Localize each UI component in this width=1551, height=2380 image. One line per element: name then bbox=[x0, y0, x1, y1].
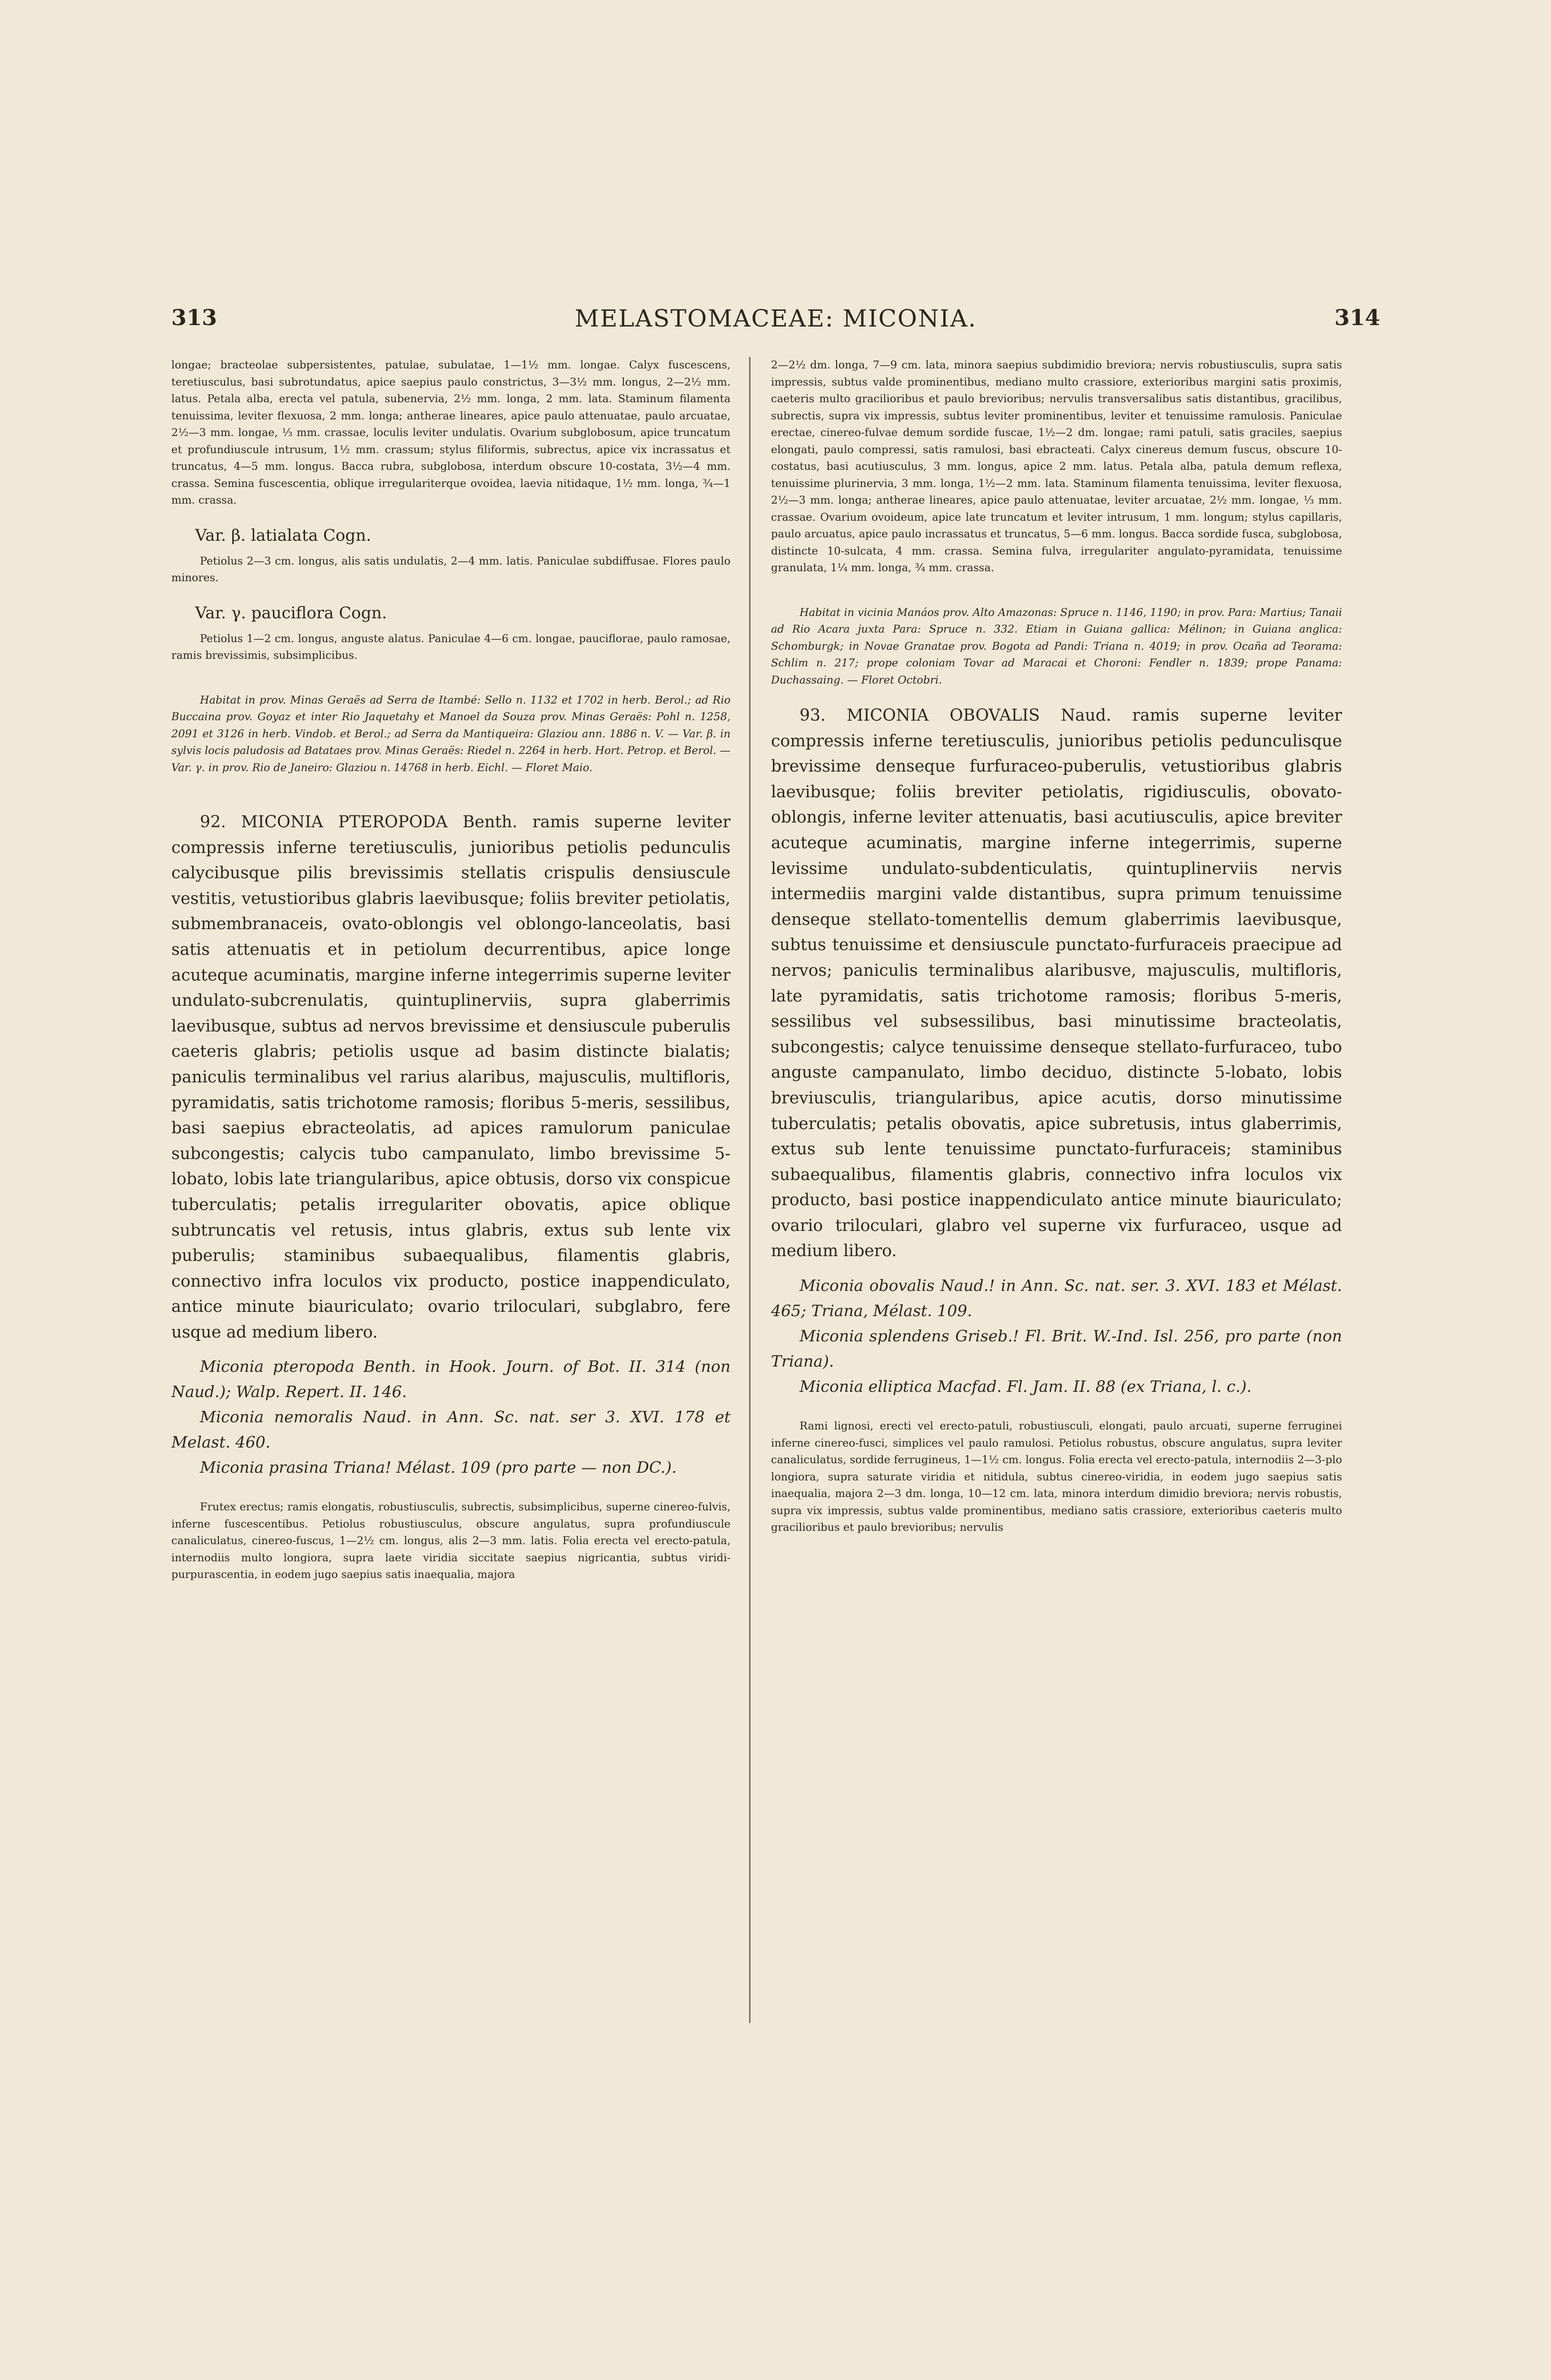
page-number-left: 313 bbox=[171, 305, 217, 330]
synonym-1: Miconia obovalis Naud.! in Ann. Sc. nat. ser. 3. XVI. 183 et Mélast. 465; Triana, Mélast. 109. bbox=[771, 1276, 1342, 1320]
spacer bbox=[771, 1399, 1342, 1418]
page-number-right: 314 bbox=[1334, 305, 1380, 330]
column-divider bbox=[749, 357, 751, 2023]
habitat-text: Habitat in prov. Minas Geraës ad Serra de Itambé: Sello n. 1132 et 1702 in herb. Berol.; ad Rio Buccaina prov. Goyaz et inter Rio Jaquetahy et Manoel da Souza prov. Minas Geraës: Pohl n. 1258, 2091 et 3126 in herb. Vindob. et Berol.; ad Serra da Mantiqueira: Glaziou ann. 1886 n. V. — Var. β. in sylvis locis paludosis ad Batataes prov. Minas Geraës: Riedel n. 2264 in herb. Hort. Petrop. et Berol. — Var. γ. in prov. Rio de Janeiro: Glaziou n. 14768 in herb. Eichl. — Floret Maio. bbox=[171, 694, 731, 774]
synonym-2: Miconia nemoralis Naud. in Ann. Sc. nat. ser 3. XVI. 178 et Melast. 460. bbox=[171, 1408, 731, 1452]
spacer bbox=[771, 585, 1342, 605]
species-92-diagnosis: 92. MICONIA PTEROPODA Benth. ramis superne leviter compressis inferne teretiusculis, junioribus petiolis pedunculis calycibusque pilis brevissimis stellatis crispulis densiuscule vestitis, vetustioribus glabris laevibusque; foliis breviter petiolatis, submembranaceis, ovato-oblongis vel oblongo-lanceolatis, basi satis attenuatis et in petiolum decurrentibus, apice longe acuteque acuminatis, margine inferne integerrimis superne leviter undulato-subcrenulatis, quintuplinerviis, supra glaberrimis laevibusque, subtus ad nervos brevissime et densiuscule puberulis caeteris glabris; petiolis usque ad basim distincte bialatis; paniculis terminalibus vel rarius alaribus, majusculis, multifloris, pyramidatis, satis trichotome ramosis; floribus 5-meris, sessilibus, basi saepius ebracteolatis, ad apices ramulorum paniculae subcongestis; calycis tubo campanulato, limbo brevissime 5-lobato, lobis late triangularibus, apice obtusis, dorso vix conspicue tuberculatis; petalis irregulariter obovatis, apice oblique subtruncatis vel retusis, intus glabris, extus sub lente vix puberulis; staminibus subaequalibus, filamentis glabris, connectivo infra loculos vix producto, postice inappendiculato, antice minute biauriculato; ovario triloculari, subglabro, fere usque ad medium libero. bbox=[171, 813, 731, 1342]
habitat-text: Habitat in vicinia Manáos prov. Alto Amazonas: Spruce n. 1146, 1190; in prov. Para: Martius; Tanaii ad Rio Acara juxta Para: Spruce n. 332. Etiam in Guiana gallica: Mélinon; in Guiana anglica: Schomburgk; in Novae Granatae prov. Bogota ad Pandi: Triana n. 4019; in prov. Ocaña ad Teorama: Schlim n. 217; prope coloniam Tovar ad Maracai et Choroni: Fendler n. 1839; prope Panama: Duchassaing. — Floret Octobri. bbox=[771, 606, 1342, 686]
variety-beta-text: Petiolus 2—3 cm. longus, alis satis undulatis, 2—4 mm. latis. Paniculae subdiffusae. Flores paulo minores. bbox=[171, 555, 731, 584]
continued-description: longae; bracteolae subpersistentes, patulae, subulatae, 1—1½ mm. longae. Calyx fuscescens, teretiusculus, basi subrotundatus, apice saepius paulo constrictus, 3—3½ mm. longus, 2—2½ mm. latus. Petala alba, erecta vel patula, subenervia, 2½ mm. longa, 2 mm. lata. Staminum filamenta tenuissima, leviter flexuosa, 2 mm. longa; antherae lineares, apice paulo attenuatae, paulo arcuatae, 2½—3 mm. longae, ⅓ mm. crassae, loculis leviter undulatis. Ovarium subglobosum, apice truncatum et profundiuscule intrusum, 1½ mm. crassum; stylus filiformis, subrectus, apice vix incrassatus et truncatus, 4—5 mm. longus. Bacca rubra, subglobosa, interdum obscure 10-costata, 3½—4 mm. crassa. Semina fuscescentia, oblique irregulariterque ovoidea, laevia nitidaque, 1½ mm. longa, ¾—1 mm. crassa. bbox=[171, 359, 731, 506]
synonym-2: Miconia splendens Griseb.! Fl. Brit. W.-Ind. Isl. 256, pro parte (non Triana). bbox=[771, 1327, 1342, 1371]
spacer bbox=[171, 673, 731, 692]
running-title: MELASTOMACEAE: MICONIA. bbox=[574, 305, 977, 332]
variety-gamma-title: Var. γ. pauciflora Cogn. bbox=[195, 603, 387, 623]
page-header bbox=[171, 305, 1380, 338]
species-92-description: Frutex erectus; ramis elongatis, robustiusculis, subrectis, subsimplicibus, superne cinereo-fulvis, inferne fuscescentibus. Petiolus robustiusculus, obscure angulatus, supra profundiuscule canaliculatus, cinereo-fuscus, 1—2½ cm. longus, alis 2—3 mm. latis. Folia erecta vel erecto-patula, internodiis multo longiora, supra laete viridia siccitate saepius nigricantia, subtus viridi-purpurascentia, in eodem jugo saepius satis inaequalia, majora bbox=[171, 1501, 731, 1581]
species-93-diagnosis: 93. MICONIA OBOVALIS Naud. ramis superne leviter compressis inferne teretiusculis, junioribus petiolis pedunculisque brevissime denseque furfuraceo-puberulis, vetustioribus glabris laevibusque; foliis breviter petiolatis, rigidiusculis, obovato-oblongis, inferne leviter attenuatis, basi acutiusculis, apice breviter acuteque acuminatis, margine inferne integerrimis, superne levissime undulato-subdenticulatis, quintuplinerviis nervis intermediis margini valde distantibus, supra primum tenuissime denseque stellato-tomentellis demum glaberrimis laevibusque, subtus tenuissime et densiuscule punctato-furfuraceis praecipue ad nervos; paniculis terminalibus alaribusve, majusculis, multifloris, late pyramidatis, satis trichotome ramosis; floribus 5-meris, sessilibus vel subsessilibus, basi minutissime bracteolatis, subcongestis; calyce tenuissime denseque stellato-furfuraceo, tubo anguste campanulato, limbo deciduo, distincte 5-lobato, lobis breviusculis, triangularibus, apice acutis, dorso minutissime tuberculatis; petalis obovatis, apice subretusis, intus glaberrimis, extus sub lente tenuissime punctato-furfuraceis; staminibus subaequalibus, filamentis glabris, connectivo infra loculos vix producto, basi postice inappendiculato antice minute biauriculato; ovario triloculari, glabro vel superne vix furfuraceo, usque ad medium libero. bbox=[771, 706, 1342, 1261]
left-column bbox=[171, 357, 731, 2037]
spacer bbox=[171, 1480, 731, 1499]
synonym-1: Miconia pteropoda Benth. in Hook. Journ. of Bot. II. 314 (non Naud.); Walp. Repert. II. 146. bbox=[171, 1357, 731, 1401]
right-column bbox=[771, 357, 1342, 2037]
synonym-3: Miconia elliptica Macfad. Fl. Jam. II. 88 (ex Triana, l. c.). bbox=[800, 1377, 1252, 1396]
species-93-description: Rami lignosi, erecti vel erecto-patuli, robustiusculi, elongati, paulo arcuati, superne ferruginei inferne cinereo-fusci, simplices vel paulo ramulosi. Petiolus robustus, obscure angulatus, supra leviter canaliculatus, sordide ferrugineus, 1—1½ cm. longus. Folia erecta vel erecto-patula, internodiis 2—3-plo longiora, supra saturate viridia et nitidula, subtus cinereo-viridia, in eodem jugo saepius satis inaequalia, majora 2—3 dm. longa, 10—12 cm. lata, minora interdum dimidio breviora; nervis robustis, supra vix impressis, subtus valde prominentibus, mediano satis crassiore, exterioribus caeteris multo gracilioribus et paulo brevioribus; nervulis bbox=[771, 1420, 1342, 1534]
synonym-3: Miconia prasina Triana! Mélast. 109 (pro parte — non DC.). bbox=[200, 1458, 677, 1477]
continued-description: 2—2½ dm. longa, 7—9 cm. lata, minora saepius subdimidio breviora; nervis robustiusculis, supra satis impressis, subtus valde prominentibus, mediano multo crassiore, exterioribus margini satis proximis, caeteris multo gracilioribus et paulo brevioribus; nervulis transversalibus satis distantibus, gracilibus, subrectis, supra vix impressis, subtus leviter prominentibus, leviter et tenuissime ramulosis. Paniculae erectae, cinereo-fulvae demum sordide fuscae, 1½—2 dm. longae; rami patuli, satis graciles, saepius elongati, paulo compressi, satis ramulosi, basi ebracteati. Calyx cinereus demum fuscus, obscure 10-costatus, basi acutiusculus, 3 mm. longus, apice 2 mm. latus. Petala alba, patula demum reflexa, tenuissime plurinervia, 3 mm. longa, 1½—2 mm. lata. Staminum filamenta tenuissima, leviter flexuosa, 2½—3 mm. longa; antherae lineares, apice paulo attenuatae, leviter arcuatae, 2½ mm. longae, ⅓ mm. crassae. Ovarium ovoideum, apice late truncatum et leviter intrusum, 1 mm. longum; stylus capillaris, paulo arcuatus, apice paulo incrassatus et truncatus, 5—6 mm. longus. Bacca sordide fusca, subglobosa, distincte 10-sulcata, 4 mm. crassa. Semina fulva, irregulariter angulato-pyramidata, tenuissime granulata, 1¼ mm. longa, ¾ mm. crassa. bbox=[771, 359, 1342, 574]
variety-gamma-text: Petiolus 1—2 cm. longus, anguste alatus. Paniculae 4—6 cm. longae, pauciflorae, paulo ramosae, ramis brevissimis, subsimplicibus. bbox=[171, 632, 731, 662]
variety-beta-title: Var. β. latialata Cogn. bbox=[195, 526, 371, 545]
